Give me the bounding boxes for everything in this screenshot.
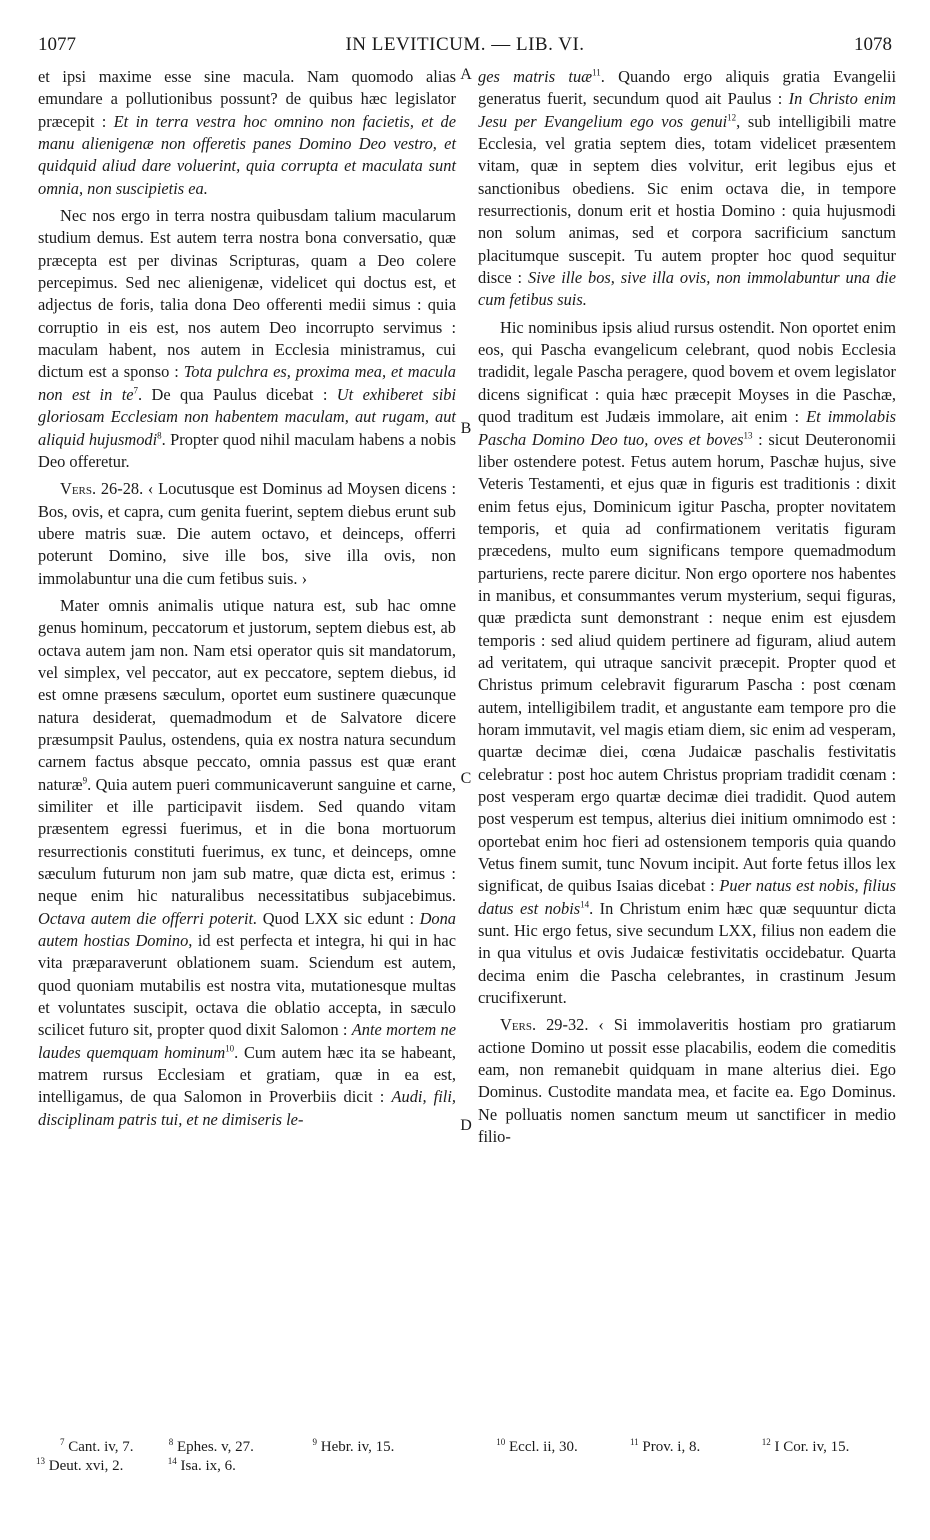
footnote-number: 12	[761, 1437, 771, 1447]
text-run: et ipsi maxime esse sine macula. Nam quomodo alias emundare a pollutionibus possunt? de quibus hæc legislator præcepit :	[38, 67, 456, 131]
page-number-right: 1078	[854, 34, 892, 55]
text-run: : sicut Deuteronomii liber ostendere potest. Fetus autem horum, Paschæ hujus, sive Veteris Testamenti, et ejus quæ in figuris est traditionis : dixit enim fetus ejus, Dominicum igitur Pascha, propter novitatem temporis, et quia ad confirmationem veritatis figuram præcedens, multo eum significans tempore quemadmodum parturiens, recte parere dicitur. Non ergo oportere nos habentes in manibus, et consummantes verum mysterium, sequi figuras, quæ prædicta sunt demonstrant : neque enim est ejusdem temporis : sed aliud quidem pertinere ad figuram, aliud autem ad veritatem, qui utraque sancivit præcepit. Propter quod et Christus primum celebravit figurarum Pascha : post cœnam autem, intelligibilem tradit, et angustante eam tempore pro die horam immutavit, vel magis etiam diem, sic enim ad vesperam, quartæ decimæ diei, cœna Judaicæ paschalis festivitatis celebratur : post hoc autem Christus propriam tradidit cœnam : post vesperam ergo quartæ decimæ diei tradidit. Quod autem post vesperum est tempus, alterius diei initium omnimodo est : oportebat enim hoc fieri ad ostensionem temporis quia quando Vetus finem sumit, tunc Novum incipit. Aut forte fetus illos lex significat, de quibus Isaias dicebat :	[478, 429, 896, 896]
text-run: . Quia autem pueri communicaverunt sanguine et carne, similiter et ille participavit iisdem. Sed quando vitam præsentem egressi fuerimus, et in die bona mortuorum resurrectionis constituti fuerimus, ex tunc, et deinceps, omne sæculum futurum non jam sub matre, quæ dicta est, erimus : neque enim hic naturalibus necessitatibus subjacebimus.	[38, 774, 456, 906]
verse-paragraph	[38, 478, 456, 590]
footnote-text: I Cor. iv, 15.	[774, 1439, 850, 1455]
scripture-quote: ges matris tuæ	[478, 67, 593, 86]
footnote-number: 13	[36, 1456, 45, 1466]
text-run: Nec nos ergo in terra nostra quibusdam talium macularum studium demus. Est autem terra nostra bona conversatio, quæ præcepta est per divinas Scripturas, quam a Deo colere percepimus. Sed nec alienigenæ, videlicet qui doctus est, et adjectus de foris, talia dona Deo offerenti medii simus : quia corruptio in eis est, nos autem Deo incorrupto servimus : maculam habent, nos autem in Ecclesia ministramus, cui dictum est a sponso :	[38, 206, 456, 382]
scripture-quote: Audi, fili, disciplinam patris tui, et ne dimiseris le-	[38, 1087, 456, 1129]
paragraph	[38, 66, 456, 200]
text-run: , sub intelligibili matre Ecclesia, vel gratia septem dies, totam videlicet præsentem vitam, quæ in septem dies volvitur, erit legibus ejus et sanctionibus obediens. Sic enim octava die, in tempore resurrectionis, donum erit et hostia Domino : quia hujusmodi non solum animas, sed et corpora sacrificium sanctum placitumque suscepit. Tu autem propter hoc quod sequitur disce :	[478, 111, 896, 288]
margin-marker-c: C	[460, 770, 472, 787]
text-run: . Propter quod nihil maculam habens a nobis Deo offeretur.	[38, 429, 457, 471]
footnote-text: Eccl. ii, 30.	[509, 1439, 578, 1455]
footnote	[168, 1457, 236, 1476]
right-column	[478, 66, 896, 1149]
footnote-text: Isa. ix, 6.	[180, 1458, 236, 1474]
scripture-quote: Sive ille bos, sive illa ovis, non immolabuntur una die cum fetibus suis.	[478, 268, 897, 310]
footnote	[169, 1438, 309, 1457]
margin-marker-a: A	[460, 66, 472, 83]
footnote	[60, 1438, 165, 1457]
margin-marker-d: D	[460, 1117, 472, 1134]
text-run: . De qua Paulus dicebat :	[138, 384, 337, 404]
paragraph	[38, 205, 456, 473]
paragraph	[38, 595, 456, 1131]
verse-reference: Vers. 29-32.	[500, 1015, 589, 1035]
footnote	[36, 1457, 164, 1476]
scripture-quote: Octava autem die offerri poterit.	[38, 908, 258, 928]
footnote	[496, 1438, 626, 1457]
footnote-number: 11	[630, 1437, 639, 1447]
footnote-ref: 14	[580, 899, 590, 910]
footnote-number: 14	[167, 1456, 177, 1466]
verse-paragraph	[478, 1014, 896, 1148]
footnote-ref: 7	[133, 385, 139, 396]
page-number-left: 1077	[38, 34, 76, 55]
footnote	[630, 1438, 758, 1457]
text-run: Mater omnis animalis utique natura est, sub hac omne genus hominum, peccatorum et justorum, septem diebus est, ab octava autem jam non. Nam etsi operator quis sit mandatorum, vel simplex, vel peccator, aut ex peccatore, septem diebus, id est omne præsens sæculum, oportet eum sustinere quæcunque natura desiderat, quemadmodum et de Salvatore dicere præsumpsit Paulus, ostendens, quia ex nostra natura secundum carnem factus absque peccato, omnia passus est quæ erant naturæ	[38, 595, 456, 794]
verse-reference: Vers. 26-28.	[60, 479, 144, 499]
scripture-quote: Et in terra vestra hoc omnino non facietis, et de manu alienigenæ non offeretis panes Domino Deo vestro, et quidquid aliud dare voluerint, quia corrupta et maculata sunt omnia, non suscipietis ea.	[38, 111, 456, 198]
footnote-text: Deut. xvi, 2.	[48, 1458, 124, 1474]
footnote-ref: 11	[592, 67, 601, 78]
footnote-ref: 13	[743, 430, 753, 441]
left-column	[38, 66, 456, 1131]
text-run: . Cum autem hæc ita se habeant, matrem rursus Ecclesiam et gratiam, quæ in ea est, intelligamus, de qua Salomon in Proverbiis dicit :	[38, 1042, 456, 1107]
text-run: ‹ Si immolaveritis hostiam pro gratiarum actione Domino ut possit esse placabilis, eodem die comeditis eam, non remanebit quidquam in mane alterius diei. Ego Dominus. Custodite mandata mea, et facite ea. Ego Dominus. Ne polluatis nomen sanctum meum ut sanctificer in medio filio-	[478, 1015, 896, 1147]
footnote-row	[60, 1438, 900, 1457]
text-run: id est perfecta et integra, hi qui in hac vita præparaverunt oblationem suam. Sciendum est autem, quod quoniam mutabilis est nostra vita, mutationesque multas et voluntates suscipit, octava die oblatio accepta, in sæculo scilicet futuro sit, propter quod dixit Salomon :	[38, 931, 456, 1040]
footnote-ref: 8	[157, 430, 162, 441]
footnote-number: 8	[168, 1437, 174, 1447]
paragraph	[478, 317, 896, 1010]
text-run: ‹ Locutusque est Dominus ad Moysen dicens : Bos, ovis, et capra, cum genita fuerint, septem diebus erunt sub ubere matris suæ. Die autem octavo, et deinceps, offerri poterunt Domino, sive ille bos, sive illa ovis, non immolabuntur una die cum fetibus suis. ›	[38, 479, 457, 588]
paragraph	[478, 66, 896, 312]
footnote-text: Hebr. iv, 15.	[320, 1439, 395, 1455]
scripture-quote: Tota pulchra es, proxima mea, et macula non est in te	[38, 362, 456, 404]
footnote-number: 10	[496, 1437, 506, 1447]
footnote-ref: 10	[225, 1043, 235, 1054]
scripture-quote: Ut exhiberet sibi gloriosam Ecclesiam non habentem maculam, aut rugam, aut aliquid hujusmodi	[38, 384, 457, 449]
text-run: . Quando ergo aliquis gratia Evangelii generatus fuerit, secundum quod ait Paulus :	[478, 67, 896, 109]
footnote-text: Ephes. v, 27.	[177, 1439, 254, 1455]
scripture-quote: In Christo enim Jesu per Evangelium ego vos genui	[478, 89, 896, 131]
text-run: Hic nominibus ipsis aliud rursus ostendit. Non oportet enim eos, qui Pascha evangelicum celebrant, quod nobis Ecclesia tradidit, legale Pascha peragere, quod bovem et ovem legislator dicens significat : quia hæc præcepit Moyses in die Paschæ, quod traditum est Judæis immolare, ait enim :	[478, 317, 896, 427]
footnote	[313, 1438, 493, 1457]
scripture-quote: Dona autem hostias Domino,	[38, 908, 456, 951]
footnotes	[36, 1437, 900, 1476]
footnote-text: Prov. i, 8.	[642, 1439, 701, 1455]
running-header	[38, 34, 892, 62]
footnote-text: Cant. iv, 7.	[68, 1439, 134, 1455]
scripture-quote: Et immolabis Pascha Domino Deo tuo, oves et boves	[478, 407, 896, 449]
footnote-ref: 12	[727, 112, 737, 123]
footnote-row	[36, 1457, 900, 1476]
scripture-quote: Ante mortem ne laudes quemquam hominum	[38, 1020, 457, 1062]
footnote-ref: 9	[82, 775, 88, 786]
margin-marker-b: B	[460, 420, 472, 437]
running-title: IN LEVITICUM. — LIB. VI.	[345, 34, 585, 55]
footnote-number: 7	[60, 1437, 65, 1447]
footnote	[762, 1438, 850, 1457]
text-run: Quod LXX sic edunt :	[257, 908, 420, 928]
footnote-number: 9	[312, 1437, 317, 1447]
scripture-quote: Puer natus est nobis, filius datus est nobis	[478, 876, 896, 918]
text-run: . In Christum enim hæc quæ sequuntur dicta sunt. Hic ergo fetus, sive secundum LXX, filius non eadem die in qua vitulus et ovis Judaicæ festivitatis occidebatur. Quarta decima enim die Pascha celebrantes, in crastinum Jesum crucifixerunt.	[478, 898, 896, 1008]
